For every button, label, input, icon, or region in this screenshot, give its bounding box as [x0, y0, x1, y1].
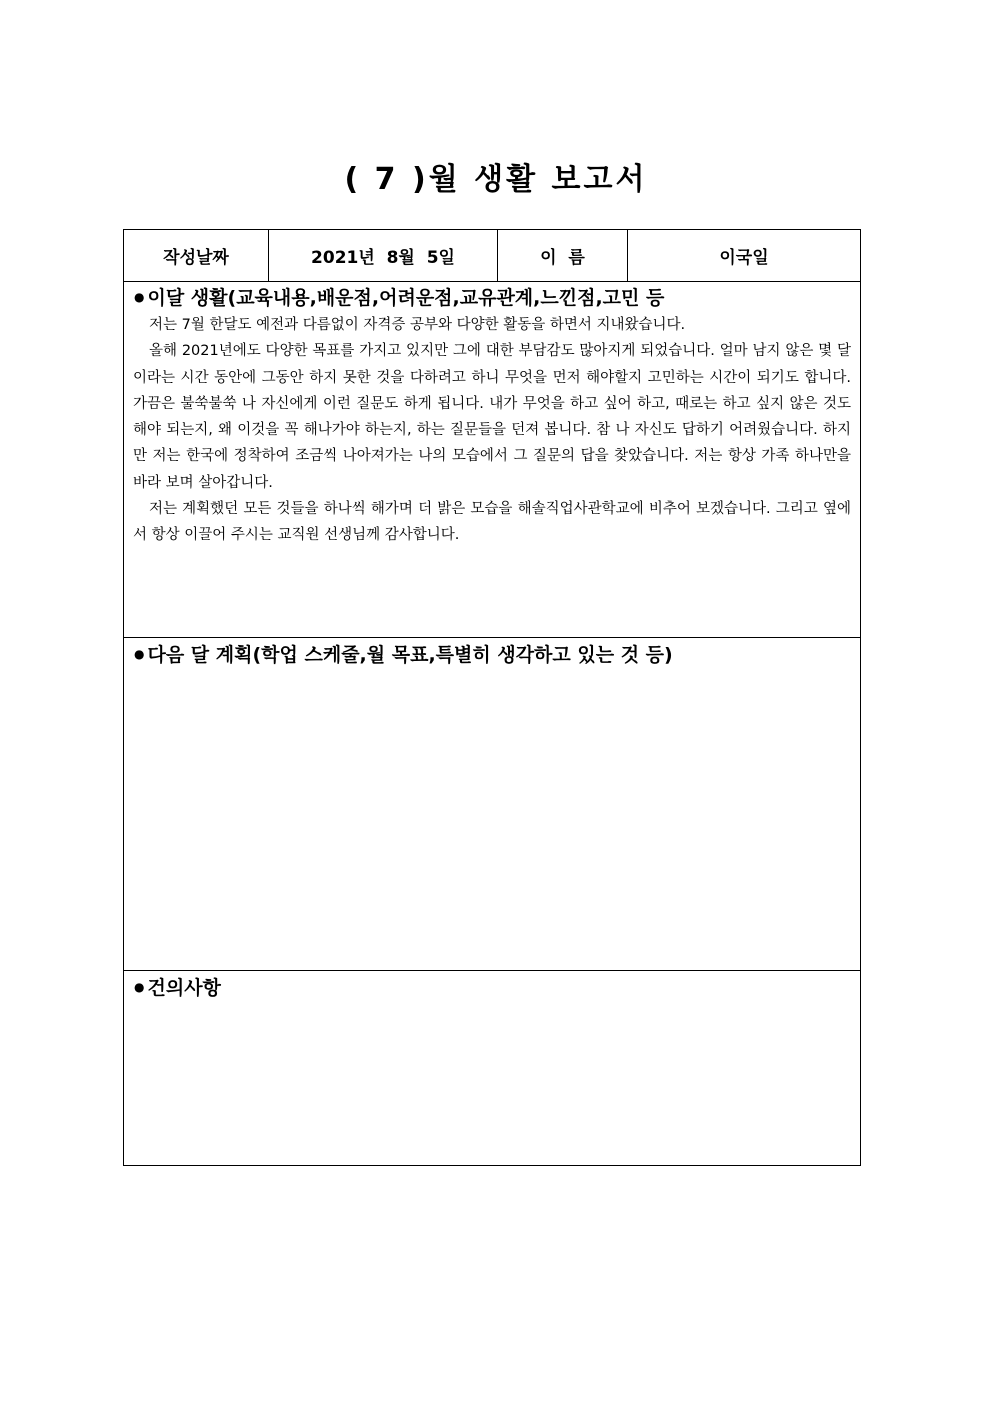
- section-this-month: [124, 282, 860, 638]
- section-title-text: 다음 달 계획(학업 스케줄,월 목표,특별히 생각하고 있는 것 등): [147, 644, 673, 666]
- section-title-text: 이달 생활(교육내용,배운점,어려운점,교유관계,느낀점,고민 등: [147, 287, 665, 309]
- page-title: ( 7 )월 생활 보고서: [344, 162, 648, 197]
- date-value: 2021년 8월 5일: [269, 230, 498, 281]
- report-form: [123, 229, 861, 1166]
- section-next-month: [124, 639, 860, 971]
- bullet-icon: ●: [134, 290, 145, 304]
- section-title-text: 건의사항: [147, 977, 221, 999]
- section-title-next-month: [134, 641, 673, 668]
- paragraph: 저는 계획했던 모든 것들을 하나씩 해가며 더 밝은 모습을 해솔직업사관학교에 비추어 보겠습니다. 그리고 옆에서 항상 이끌어 주시는 교직원 선생님께 감사합니다.: [133, 501, 851, 544]
- header-row: [124, 230, 860, 282]
- paragraph: 저는 7월 한달도 예전과 다름없이 자격증 공부와 다양한 활동을 하면서 지내왔습니다.: [149, 317, 686, 333]
- name-label: 이 름: [498, 230, 628, 281]
- section-suggestions: [124, 972, 860, 1165]
- this-month-body: [133, 312, 851, 549]
- section-title-this-month: [134, 284, 664, 311]
- section-title-suggestions: [134, 974, 221, 1001]
- date-label: 작성날짜: [124, 230, 269, 281]
- bullet-icon: ●: [134, 980, 145, 994]
- name-value: 이국일: [719, 248, 769, 268]
- bullet-icon: ●: [134, 647, 145, 661]
- paragraph: 올해 2021년에도 다양한 목표를 가지고 있지만 그에 대한 부담감도 많아지게 되었습니다. 얼마 남지 않은 몇 달이라는 시간 동안에 그동안 하지 못한 것을 다하려고 하니 무엇을 먼저 해야할지 고민하는 시간이 되기도 합니다. 가끔은 불쑥불쑥 나 자신에게 이런 질문도 하게 됩니다. 내가 무엇을 하고 싶어 하고, 때로는 하고 싶지 않은 것도 해야 되는지, 왜 이것을 꼭 해나가야 하는지, 하는 질문들을 던져 봅니다. 참 나 자신도 답하기 어려웠습니다. 하지만 저는 한국에 정착하여 조금씩 나아져가는 나의 모습에서 그 질문의 답을 찾았습니다. 저는 항상 가족 하나만을 바라 보며 살아갑니다.: [133, 343, 851, 491]
